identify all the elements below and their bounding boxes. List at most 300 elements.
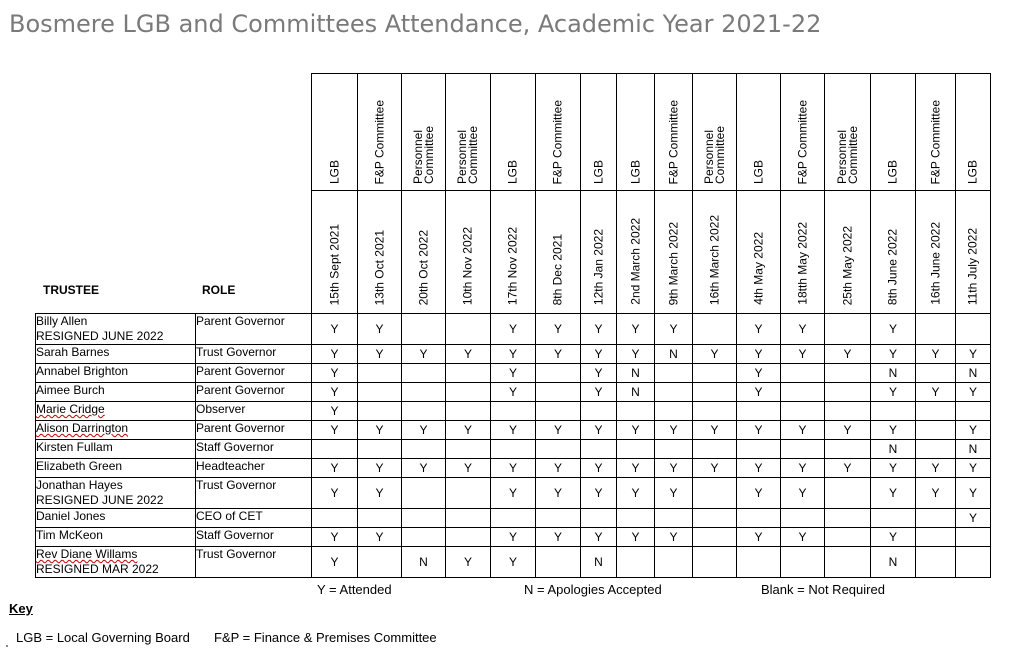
attendance-cell [956,314,991,345]
attendance-cell: Y [358,459,402,478]
trustee-name-cell [36,459,196,478]
attendance-cell: N [956,440,991,459]
trustee-role: Trust Governor [196,547,277,561]
attendance-cell [358,509,402,528]
attendance-cell [402,440,446,459]
attendance-cell: Y [536,421,581,440]
meeting-date-label: 8th June 2022 [885,228,900,305]
attendance-cell [491,402,536,421]
meeting-date-label: 4th May 2022 [751,232,765,305]
meeting-date-header [536,191,581,314]
trustee-row [36,547,991,578]
attendance-cell: Y [312,547,358,578]
attendance-cell: Y [402,421,446,440]
attendance-cell [536,509,581,528]
attendance-cell [693,547,737,578]
attendance-cell: Y [617,528,655,547]
attendance-cell: Y [491,314,536,345]
meeting-date-label: 8th Dec 2021 [550,233,565,305]
attendance-cell: Y [617,421,655,440]
trustee-row [36,509,991,528]
meeting-date-header [617,191,655,314]
trustee-role: Trust Governor [196,478,277,492]
attendance-cell: Y [358,478,402,509]
attendance-cell: Y [491,364,536,383]
legend-attended: Y = Attended [317,582,392,597]
trustee-role: Staff Governor [196,440,274,454]
meeting-type-label: Personnel Committee [701,125,727,184]
attendance-cell: Y [781,314,825,345]
meeting-date-label: 25th May 2022 [840,225,854,305]
meeting-date-header [693,191,737,314]
attendance-cell: Y [871,478,916,509]
meeting-type-header [781,74,825,191]
attendance-cell: Y [581,528,617,547]
trustee-role-cell [196,528,312,547]
trustee-column-header: TRUSTEE [43,283,100,297]
trustee-name: Aimee Burch [36,383,105,397]
attendance-cell: Y [358,421,402,440]
attendance-cell [825,528,871,547]
attendance-cell: Y [312,459,358,478]
attendance-cell [825,509,871,528]
meeting-date-label: 2nd March 2022 [628,218,642,305]
meeting-date-label: 9th March 2022 [666,221,680,305]
attendance-cell [916,421,956,440]
trustee-name: Billy Allen [36,314,88,328]
trustee-role-cell [196,364,312,383]
attendance-cell [693,478,737,509]
attendance-cell: Y [312,364,358,383]
attendance-cell [693,314,737,345]
trustee-role-cell [196,478,312,509]
trustee-name-cell [36,528,196,547]
meeting-type-header [617,74,655,191]
attendance-cell [916,528,956,547]
attendance-cell: Y [491,345,536,364]
attendance-cell [402,383,446,402]
attendance-cell: Y [916,478,956,509]
attendance-cell: Y [312,383,358,402]
attendance-cell: Y [312,314,358,345]
attendance-cell: Y [871,421,916,440]
trustee-name: Daniel Jones [36,509,106,523]
trustee-name: Elizabeth Green [36,459,123,473]
attendance-cell [781,440,825,459]
trustee-role: Headteacher [196,459,265,473]
attendance-cell: Y [737,478,781,509]
attendance-cell: Y [491,478,536,509]
attendance-cell: Y [781,459,825,478]
attendance-cell: N [581,547,617,578]
meeting-date-header [312,191,358,314]
attendance-cell [655,364,693,383]
attendance-cell [916,402,956,421]
meeting-type-header [956,74,991,191]
attendance-cell: Y [781,421,825,440]
meeting-type-label: F&P Committee [666,99,680,184]
meeting-type-label: F&P Committee [928,99,942,184]
trustee-row [36,383,991,402]
key-heading: Key [9,601,33,616]
attendance-cell: Y [617,459,655,478]
attendance-cell [737,402,781,421]
attendance-cell: Y [871,383,916,402]
meeting-date-header [956,191,991,314]
trustee-row [36,345,991,364]
trustee-name-cell [36,421,196,440]
trustee-name-cell [36,364,196,383]
meeting-type-header [871,74,916,191]
attendance-cell: Y [491,547,536,578]
attendance-cell: Y [916,345,956,364]
attendance-cell [655,547,693,578]
attendance-cell [358,402,402,421]
attendance-cell [825,383,871,402]
meeting-date-header [871,191,916,314]
attendance-cell: Y [655,478,693,509]
attendance-cell: Y [358,345,402,364]
trustee-row [36,478,991,509]
blank-cell [36,74,312,191]
trustee-row [36,528,991,547]
trustee-row [36,364,991,383]
attendance-cell: Y [536,478,581,509]
attendance-cell [737,509,781,528]
trustee-role-cell [196,459,312,478]
trustee-role: CEO of CET [196,509,263,523]
attendance-cell: Y [655,421,693,440]
trustee-role-cell [196,314,312,345]
attendance-cell [916,314,956,345]
attendance-cell: Y [446,459,491,478]
attendance-cell: Y [737,383,781,402]
trustee-name-cell [36,345,196,364]
blank-cell [36,191,312,314]
attendance-cell [871,402,916,421]
attendance-cell [825,478,871,509]
trustee-name: Alison Darrington [36,421,129,435]
attendance-cell: Y [446,547,491,578]
attendance-cell: Y [781,478,825,509]
attendance-cell: Y [358,314,402,345]
meeting-type-label: F&P Committee [372,99,386,184]
attendance-cell: Y [871,459,916,478]
attendance-cell: Y [916,459,956,478]
attendance-cell: Y [581,478,617,509]
attendance-cell: Y [871,314,916,345]
meeting-type-label: LGB [965,159,980,184]
meeting-type-label: LGB [505,159,520,184]
trustee-role-cell [196,421,312,440]
trustee-name: Marie Cridge [36,402,105,416]
attendance-cell [956,528,991,547]
attendance-cell [617,402,655,421]
meeting-date-header [737,191,781,314]
attendance-cell: Y [737,528,781,547]
attendance-cell: Y [491,421,536,440]
attendance-cell: N [617,383,655,402]
attendance-cell [781,364,825,383]
attendance-cell [825,547,871,578]
attendance-cell: Y [737,459,781,478]
attendance-cell: Y [536,459,581,478]
attendance-cell: Y [617,314,655,345]
trustee-name-cell [36,478,196,509]
legend-not-required: Blank = Not Required [761,582,885,597]
attendance-cell [358,547,402,578]
attendance-table [35,73,991,578]
attendance-cell: Y [737,345,781,364]
attendance-cell: N [617,364,655,383]
attendance-cell: Y [312,402,358,421]
trustee-name: Rev Diane Willams [36,547,138,561]
attendance-cell: Y [617,478,655,509]
attendance-cell: Y [617,345,655,364]
meeting-type-header [536,74,581,191]
attendance-cell: N [871,364,916,383]
trustee-role: Staff Governor [196,528,274,542]
attendance-cell: Y [825,421,871,440]
attendance-cell [402,364,446,383]
attendance-cell: Y [693,459,737,478]
meeting-date-header [491,191,536,314]
attendance-cell [693,383,737,402]
attendance-cell: Y [737,421,781,440]
attendance-cell [312,509,358,528]
meeting-date-header [655,191,693,314]
attendance-cell: Y [491,459,536,478]
attendance-cell [825,402,871,421]
attendance-cell [402,528,446,547]
attendance-cell: Y [358,528,402,547]
trustee-role: Observer [196,402,246,416]
attendance-cell [825,314,871,345]
attendance-cell: Y [581,421,617,440]
meeting-type-label: LGB [327,159,341,184]
meeting-date-label: 15th Sept 2021 [327,223,341,305]
trustee-row [36,402,991,421]
attendance-cell: N [402,547,446,578]
attendance-cell: Y [956,509,991,528]
attendance-cell [617,440,655,459]
attendance-cell: Y [825,345,871,364]
meeting-type-label: LGB [591,159,605,184]
stray-mark [6,645,8,647]
meeting-date-label: 16th June 2022 [928,222,942,305]
trustee-name: Sarah Barnes [36,345,110,359]
trustee-role-cell [196,440,312,459]
meeting-type-label: LGB [628,159,642,184]
trustee-role: Parent Governor [196,421,285,435]
meeting-type-header [825,74,871,191]
attendance-cell: Y [956,345,991,364]
attendance-cell [916,509,956,528]
attendance-cell: Y [693,421,737,440]
attendance-cell [536,440,581,459]
meeting-date-header [402,191,446,314]
attendance-cell [825,440,871,459]
attendance-cell [536,547,581,578]
attendance-cell: Y [871,528,916,547]
trustee-name: Jonathan Hayes [36,478,123,492]
attendance-cell [781,402,825,421]
meeting-type-label: LGB [751,159,765,184]
meeting-type-header [655,74,693,191]
meeting-type-header [737,74,781,191]
attendance-cell [693,402,737,421]
meeting-date-header [446,191,491,314]
attendance-cell: N [956,364,991,383]
attendance-cell: Y [312,345,358,364]
attendance-cell [402,509,446,528]
attendance-cell [446,383,491,402]
trustee-role-cell [196,547,312,578]
attendance-cell: Y [491,528,536,547]
trustee-role: Parent Governor [196,383,285,397]
meeting-type-row [36,74,991,191]
trustee-role: Parent Governor [196,314,285,328]
attendance-cell [581,402,617,421]
meeting-type-header [312,74,358,191]
meeting-type-header [581,74,617,191]
attendance-cell [491,509,536,528]
attendance-cell: Y [871,345,916,364]
attendance-cell [916,440,956,459]
attendance-cell: Y [581,459,617,478]
attendance-cell [693,364,737,383]
attendance-cell: Y [956,459,991,478]
meeting-type-label: F&P Committee [795,99,809,184]
attendance-cell [402,314,446,345]
meeting-date-label: 10th Nov 2022 [460,226,475,305]
meeting-type-label: Personnel Committee [834,125,860,184]
attendance-cell [655,402,693,421]
legend-apologies: N = Apologies Accepted [524,582,662,597]
attendance-cell: Y [693,345,737,364]
trustee-name-cell [36,509,196,528]
attendance-cell: Y [956,421,991,440]
meeting-date-label: 16th March 2022 [707,214,721,305]
trustee-status-note: RESIGNED JUNE 2022 [36,329,164,343]
attendance-cell [581,440,617,459]
attendance-cell: Y [956,383,991,402]
attendance-cell [402,478,446,509]
attendance-cell: Y [581,345,617,364]
trustee-role-cell [196,383,312,402]
meeting-type-label: Personnel Committee [410,125,436,184]
trustee-name-cell [36,402,196,421]
attendance-cell: Y [536,314,581,345]
attendance-cell [491,440,536,459]
attendance-cell [956,402,991,421]
attendance-cell [781,383,825,402]
attendance-cell: Y [446,421,491,440]
attendance-cell: Y [655,314,693,345]
attendance-cell: Y [655,459,693,478]
attendance-cell [693,509,737,528]
attendance-cell [446,528,491,547]
attendance-cell: Y [581,383,617,402]
attendance-cell [446,364,491,383]
meeting-type-label: F&P Committee [550,99,565,184]
attendance-cell [536,383,581,402]
attendance-cell: Y [402,459,446,478]
attendance-cell [737,547,781,578]
trustee-role-cell [196,509,312,528]
attendance-cell [655,383,693,402]
trustee-role: Trust Governor [196,345,277,359]
meeting-date-header [916,191,956,314]
attendance-cell [536,402,581,421]
attendance-cell: N [871,547,916,578]
meeting-date-label: 17th Nov 2022 [505,226,520,305]
attendance-cell [358,383,402,402]
attendance-cell: Y [737,364,781,383]
attendance-cell [446,440,491,459]
attendance-cell: Y [581,364,617,383]
attendance-cell: N [655,345,693,364]
trustee-status-note: RESIGNED MAR 2022 [36,562,159,576]
meeting-date-header [781,191,825,314]
meeting-date-label: 12th Jan 2022 [591,228,605,305]
attendance-cell [655,440,693,459]
meeting-date-header [358,191,402,314]
attendance-cell [871,509,916,528]
attendance-cell [536,364,581,383]
attendance-cell: Y [536,345,581,364]
key-lgb: LGB = Local Governing Board [16,630,190,645]
attendance-cell [358,440,402,459]
attendance-cell [655,509,693,528]
attendance-cell [312,440,358,459]
attendance-cell [402,402,446,421]
role-column-header: ROLE [202,283,236,297]
attendance-cell [956,547,991,578]
attendance-cell [446,478,491,509]
attendance-cell [446,402,491,421]
trustee-status-note: RESIGNED JUNE 2022 [36,493,164,507]
trustee-row [36,459,991,478]
meeting-date-label: 13th Oct 2021 [372,229,386,305]
attendance-cell [358,364,402,383]
meeting-type-label: LGB [885,159,900,184]
attendance-cell [581,509,617,528]
trustee-name-cell [36,383,196,402]
trustee-name: Kirsten Fullam [36,440,113,454]
attendance-cell: Y [536,528,581,547]
meeting-type-header [446,74,491,191]
attendance-cell [693,528,737,547]
meeting-date-header [825,191,871,314]
attendance-cell: Y [312,528,358,547]
trustee-role: Parent Governor [196,364,285,378]
attendance-cell: Y [825,459,871,478]
attendance-cell [446,314,491,345]
meeting-type-header [693,74,737,191]
attendance-cell: Y [312,421,358,440]
trustee-name: Annabel Brighton [36,364,129,378]
page-title: Bosmere LGB and Committees Attendance, Academic Year 2021-22 [9,10,822,38]
key-fp: F&P = Finance & Premises Committee [214,630,437,645]
attendance-cell: Y [402,345,446,364]
trustee-role-cell [196,345,312,364]
trustee-role-cell [196,402,312,421]
meeting-type-header [491,74,536,191]
meeting-date-label: 20th Oct 2022 [416,229,430,305]
attendance-cell: Y [956,478,991,509]
attendance-cell [617,509,655,528]
